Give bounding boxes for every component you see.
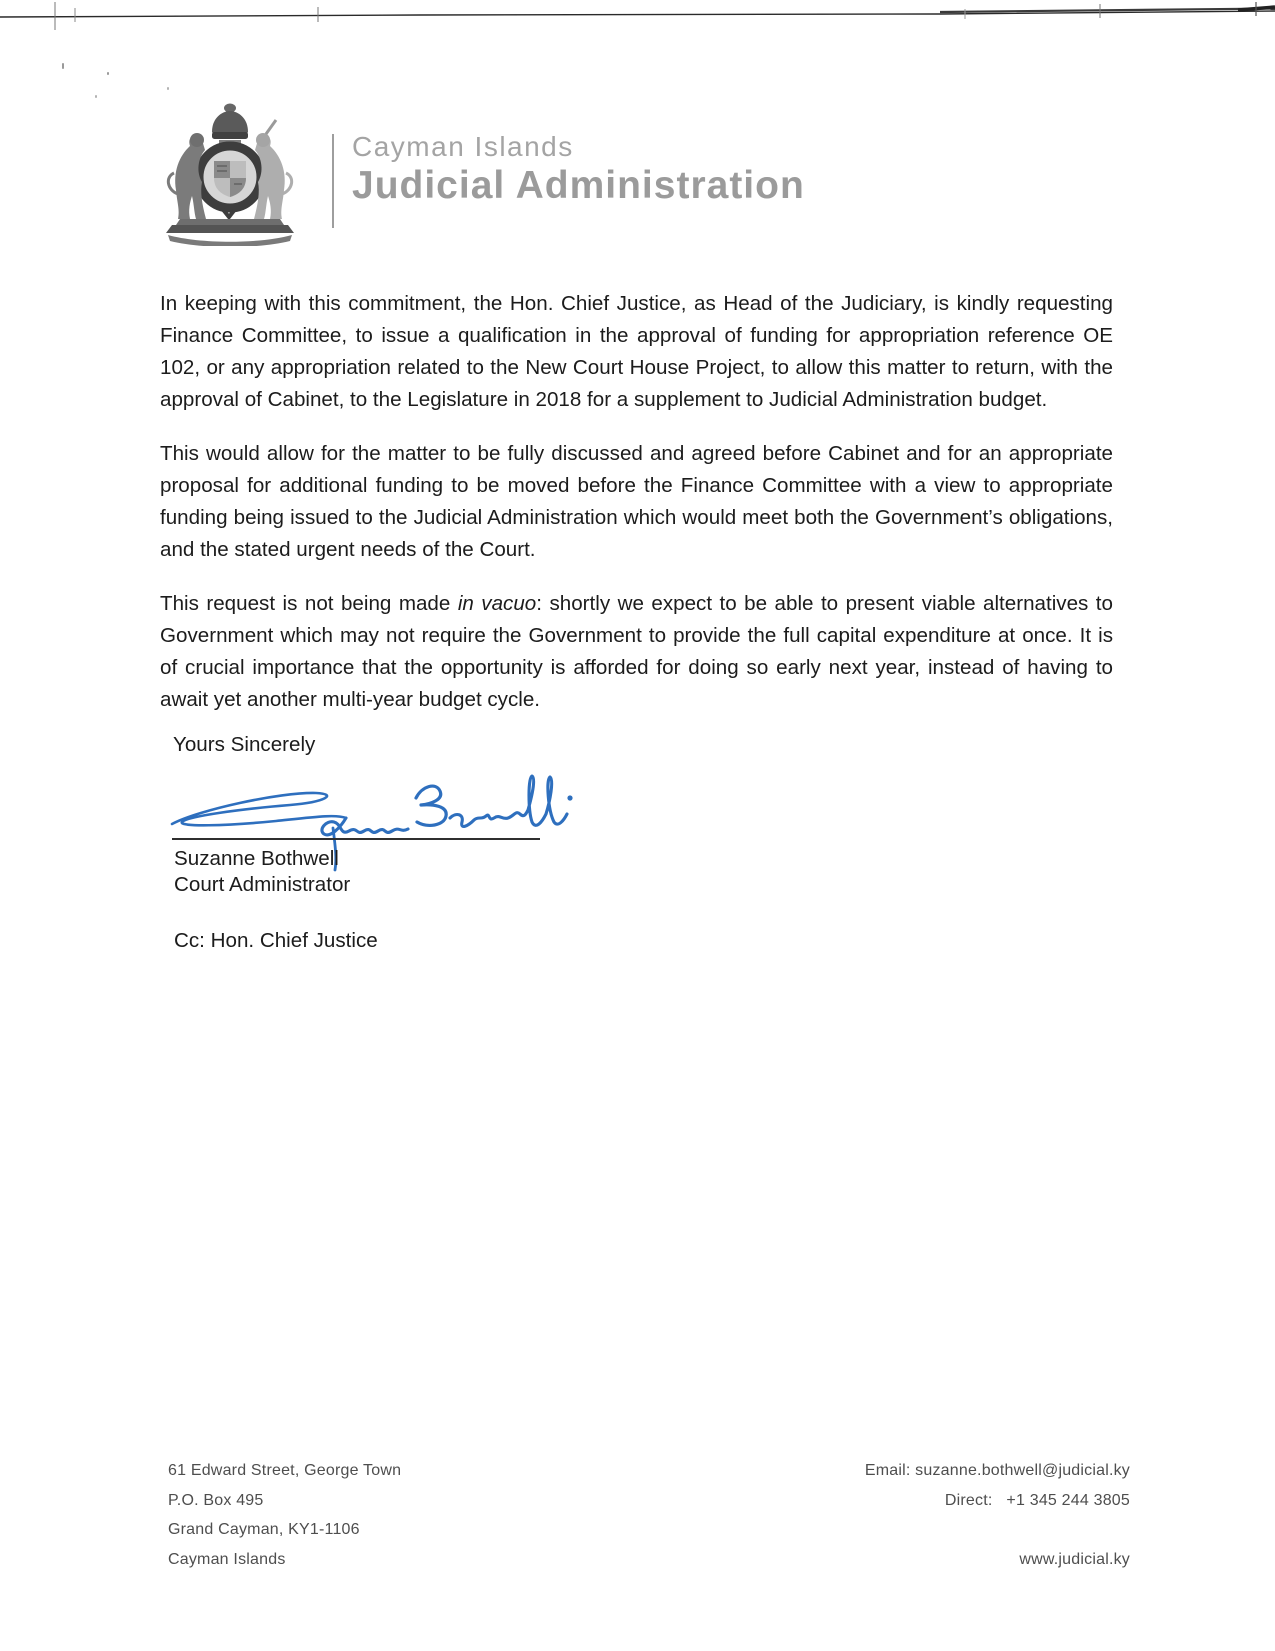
footer-email: Email: suzanne.bothwell@judicial.ky <box>864 1462 1130 1479</box>
footer-spacer-row <box>700 1515 1130 1545</box>
signer-title: Court Administrator <box>174 873 351 896</box>
footer-address-block <box>168 1456 401 1574</box>
paragraph-3-latin-phrase: in vacuo <box>457 592 537 615</box>
scan-speck <box>62 63 64 69</box>
footer-contact-block <box>700 1456 1130 1574</box>
paragraph-2: This would allow for the matter to be fully discussed and agreed before Cabinet and for an appropriate proposal for additional funding to be moved before the Finance Committee with a view to appropriate funding being issued to the Judicial Administration which would meet both the Government’s obligations, and the stated urgent needs of the Court. <box>160 442 1113 561</box>
footer-direct-phone: Direct: +1 345 244 3805 <box>944 1491 1130 1509</box>
footer-address-line: Cayman Islands <box>168 1550 286 1568</box>
paragraph-3-text-continued: : shortly we expect to be able to present viable alternatives to Government which may not require the Government to provide the full capital expenditure at once. It is of crucial importance that the opportunity is afforded for doing so early next year, instead of having to await yet another multi-year budget cycle. <box>160 592 1113 711</box>
letter-body <box>160 288 1113 738</box>
royal-coat-of-arms-icon <box>150 98 310 246</box>
closing-salutation: Yours Sincerely <box>173 733 316 756</box>
signer-name: Suzanne Bothwell <box>174 847 339 870</box>
paragraph-3 <box>160 588 1113 716</box>
paragraph-1: In keeping with this commitment, the Hon. Chief Justice, as Head of the Judiciary, is kindly requesting Finance Committee, to issue a qualification in the approval of funding for appropriation reference OE 102, or any appropriation related to the New Court House Project, to allow this matter to return, with the approval of Cabinet, to the Legislature in 2018 for a supplement to Judicial Administration budget. <box>160 292 1113 411</box>
letterhead-text <box>352 132 805 208</box>
letterhead-org-name: Cayman Islands <box>352 131 574 162</box>
footer-address-line: P.O. Box 495 <box>168 1491 264 1509</box>
footer-address-line: 61 Edward Street, George Town <box>168 1462 402 1479</box>
cc-line: Cc: Hon. Chief Justice <box>174 929 378 952</box>
footer-website: www.judicial.ky <box>1019 1550 1130 1568</box>
letterhead-department: Judicial Administration <box>352 164 805 207</box>
paragraph-3-text: This request is not being made <box>160 592 458 615</box>
letterhead <box>150 98 805 246</box>
signature-line <box>172 838 540 840</box>
scan-speck <box>107 72 109 75</box>
scan-speck <box>167 87 169 90</box>
scan-artifact-top-edge <box>0 0 1275 40</box>
letterhead-divider <box>332 134 334 228</box>
footer-address-line: Grand Cayman, KY1-1106 <box>168 1521 360 1538</box>
scan-speck <box>95 95 97 98</box>
